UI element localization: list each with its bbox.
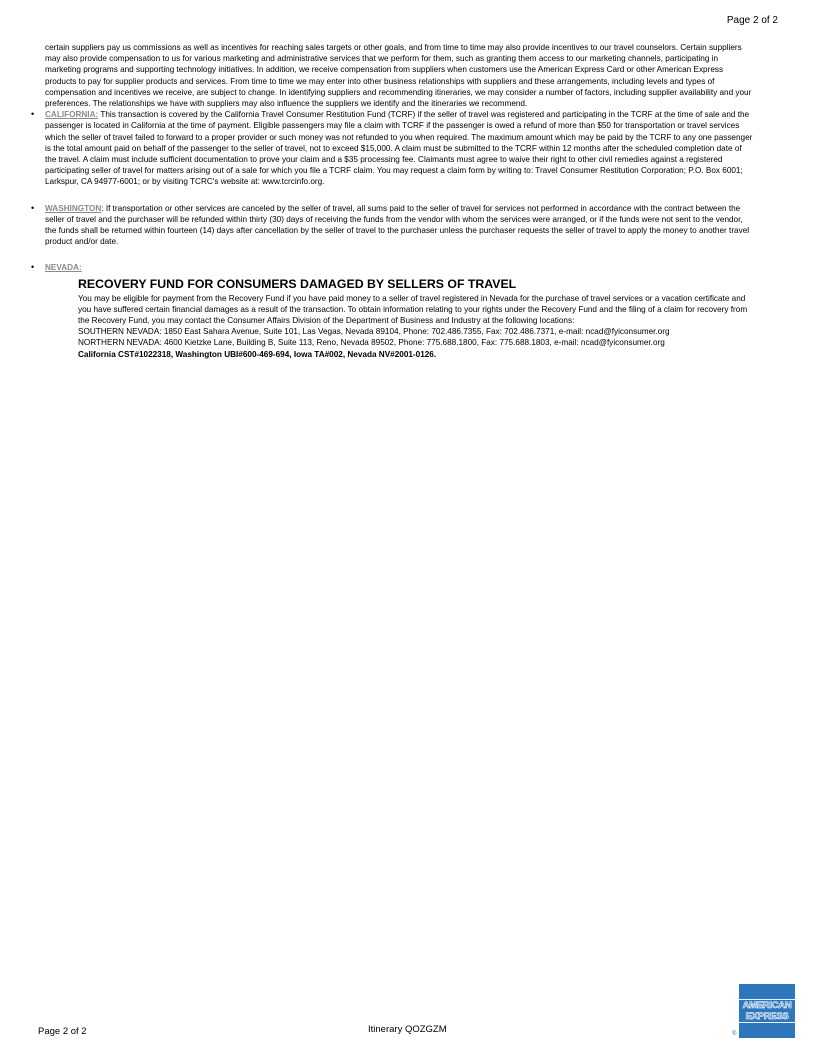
nevada-label: NEVADA: bbox=[45, 263, 82, 273]
southern-nevada-location: SOUTHERN NEVADA: 1850 East Sahara Avenue, Suite 101, Las Vegas, Nevada 89104, Phone: 702.486.7355, Fax: 702.486.7371, e-mail: ncad@fyiconsumer.org bbox=[78, 327, 670, 337]
california-text: This transaction is covered by the California Travel Consumer Restitution Fund (TCRF) if the seller of travel was registered and participating in the TCRF at the time of sale and the passenger is located in California at the time of payment. Eligible passengers may file a claim with TCRF if the passenger is owed a refund of more than $50 for transportation or travel services which the seller of travel failed to forward to a proper provider or such money was not refunded to you when required. The maximum amount which may be paid by the TCRF to any one passenger is the total amount paid on behalf of the passenger to the seller of travel, not to exceed $15,000. A claim must be submitted to the TCRF within 12 months after the scheduled completion date of the travel. A claim must include sufficient documentation to prove your claim and a $35 processing fee. Claimants must agree to waive their right to other civil remedies against a registered participating seller of travel for matters arising out of a sale for which you file a TCRF claim. You may request a claim form by writing to: Travel Consumer Restitution Corporation; P.O. Box 6001; Larkspur, CA 94977-6001; or by visiting TCRC's website at: www.tcrcinfo.org. bbox=[45, 110, 753, 187]
license-numbers: California CST#1022318, Washington UBI#600-469-694, Iowa TA#002, Nevada NV#2001-0126. bbox=[78, 349, 437, 359]
document-body bbox=[45, 42, 755, 375]
page-number-top: Page 2 of 2 bbox=[726, 15, 778, 26]
logo-line-1: AMERICAN bbox=[742, 1000, 792, 1011]
northern-nevada-location: NORTHERN NEVADA: 4600 Kietzke Lane, Building B, Suite 113, Reno, Nevada 89502, Phone: 775.688.1800, Fax: 775.688.1803, e-mail: ncad@fyiconsumer.org bbox=[78, 338, 665, 348]
nevada-body: You may be eligible for payment from the Recovery Fund if you have paid money to a seller of travel registered in Nevada for the purchase of travel services or a vacation certificate and you have suffered certain financial damages as a result of the transaction. To obtain information relating to your rights under the Recovery Fund and the filing of a claim for recovery from the Recovery Fund, you may contact the Consumer Affairs Division of the Department of Business and Industry at the following locations: bbox=[78, 293, 748, 326]
american-express-logo bbox=[739, 984, 795, 1038]
washington-label: WASHINGTON bbox=[45, 203, 102, 213]
washington-text: : If transportation or other services are canceled by the seller of travel, all sums paid to the seller of travel for services not performed in accordance with the contract between the seller of travel and the purchaser will be refunded within thirty (30) days of receiving the funds from the vendor with whom the services were arranged, or if the funds were not sent to the vendor, the funds shall be returned within fourteen (14) days after cancellation by the seller of travel to the purchaser unless the purchaser requests the seller of travel to apply the money to another travel product and/or date. bbox=[45, 203, 750, 247]
logo-line-2: EXPRESS bbox=[745, 1011, 789, 1022]
logo-wordmark bbox=[739, 1000, 795, 1022]
registered-mark: ® bbox=[732, 1031, 737, 1037]
list-item-california bbox=[45, 109, 755, 187]
nevada-heading: RECOVERY FUND FOR CONSUMERS DAMAGED BY SELLERS OF TRAVEL bbox=[78, 276, 517, 291]
footer-page-number: Page 2 of 2 bbox=[38, 1026, 87, 1037]
california-label: CALIFORNIA: bbox=[45, 110, 99, 120]
intro-paragraph: certain suppliers pay us commissions as well as incentives for reaching sales targets or other goals, and from time to time may also provide incentives to our travel counselors. Certain suppliers may also provide compensation to us for various marketing and administrative services that we perform for them, such as granting them access to our marketing channels, participating in marketing programs and supporting technology initiatives. In addition, we receive compensation from suppliers when customers use the American Express Card or other American Express products to pay for supplier products and services. From time to time we may enter into other business relationships with suppliers and these arrangements, including levels and types of compensation and incentives we receive, are subject to change. In identifying suppliers and recommending itineraries, we may consider a number of factors, including supplier availability and your preferences. The relationships we have with suppliers may also influence the suppliers we identify and the itineraries we recommend. bbox=[45, 43, 752, 109]
list-item-nevada bbox=[45, 262, 755, 359]
nevada-section bbox=[78, 276, 755, 360]
list-item-washington bbox=[45, 203, 755, 248]
footer-itinerary: Itinerary QOZGZM bbox=[368, 1024, 447, 1035]
state-disclosures-list bbox=[45, 109, 755, 360]
